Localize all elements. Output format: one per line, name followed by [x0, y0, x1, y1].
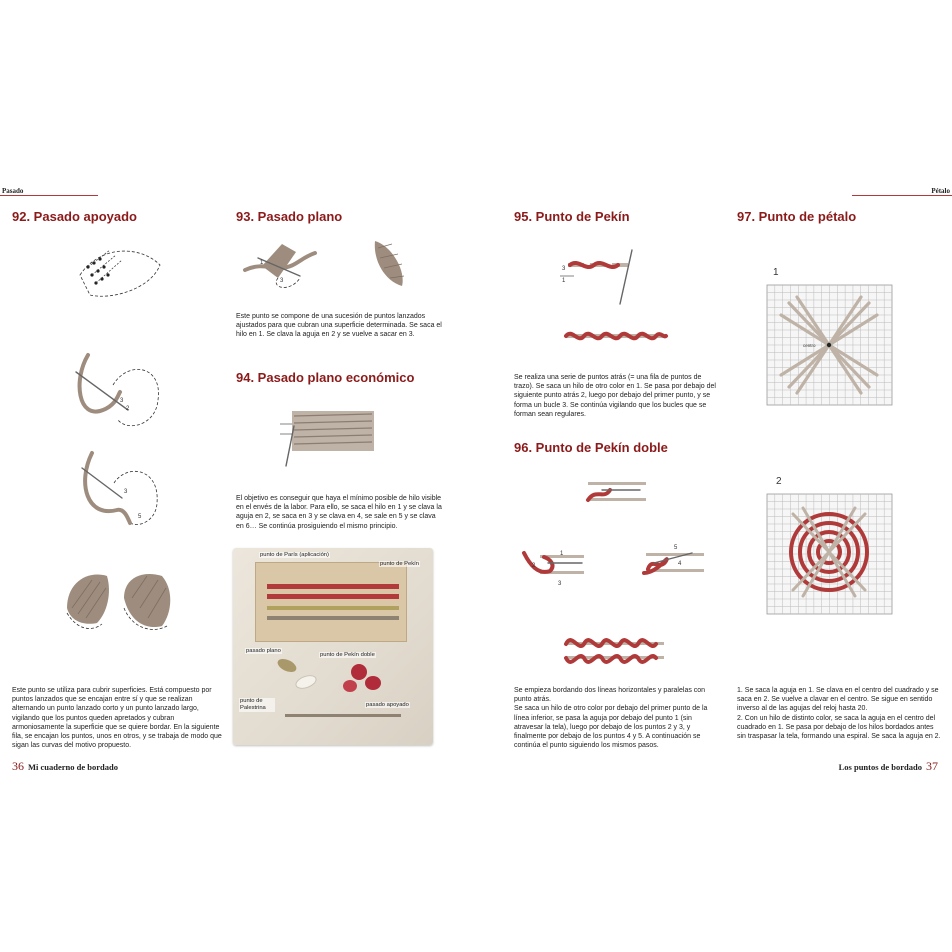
illustration-92-step2: [68, 350, 168, 440]
svg-text:2: 2: [532, 563, 536, 569]
running-head-rule-right: [852, 195, 952, 196]
svg-text:1: 1: [562, 278, 566, 284]
illustration-94: [272, 406, 382, 471]
photo-label-pasado-apoyado: pasado apoyado: [366, 702, 409, 708]
svg-text:3: 3: [120, 398, 124, 404]
chapter-title: Los puntos de bordado: [838, 762, 922, 772]
svg-text:1: 1: [260, 260, 264, 266]
illustration-96-finished: [560, 630, 670, 670]
illustration-92-finished: [62, 568, 182, 638]
leaf-shape: [276, 656, 299, 674]
heading-95: 95. Punto de Pekín: [514, 209, 630, 224]
illustration-95-finished: [562, 326, 672, 346]
heading-97: 97. Punto de pétalo: [737, 209, 857, 224]
footer-left: [12, 757, 118, 775]
paris-application-patch: [255, 562, 407, 642]
flower-petal: [351, 664, 367, 680]
svg-text:3: 3: [124, 489, 128, 495]
page-number-right: 37: [926, 759, 938, 773]
svg-text:1: 1: [560, 551, 564, 557]
illustration-93-finished: [370, 236, 410, 291]
photo-label-paris: punto de París (aplicación): [260, 552, 329, 558]
svg-text:2: 2: [126, 406, 130, 412]
heading-94: 94. Pasado plano económico: [236, 370, 415, 385]
photo-label-palestrina: punto de Palestrina: [239, 698, 275, 712]
diagram-step-1-label: 1: [773, 267, 779, 278]
svg-text:3: 3: [558, 581, 562, 587]
photo-label-pekin: punto de Pekín: [380, 561, 419, 567]
text-93: Este punto se compone de una sucesión de puntos lanzados ajustados para que cubran una superficie determinada. Se saca el hilo en 1. Se clava la aguja en 2 y se vuelve a sacar en 3.: [236, 313, 442, 339]
illustration-97-grid-1: [767, 285, 892, 405]
text-94: El objetivo es conseguir que haya el mínimo posible de hilo visible en el envés de la labor. Para ello, se saca el hilo en 1 y se clava la aguja en 2, se saca en 3 y se clava en 4, se sale en 5 y se clava en 6… Se continúa prosiguiendo el mismo principio.: [236, 495, 442, 530]
heading-92: 92. Pasado apoyado: [12, 209, 137, 224]
illustration-96-step1: [580, 476, 650, 516]
diagram-step-2-label: 2: [776, 476, 782, 487]
text-96: Se empieza bordando dos líneas horizontales y paralelas con punto atrás. Se saca un hilo de otro color por debajo del primer punto de la línea inferior, se pasa la aguja por debajo del punto 1 (sin atravesar la tela), luego por debajo de los puntos 2 y 3, y finalmente por debajo de los puntos 4 y 5. A continuación se continúa el punto siguiendo los mismos pasos.: [514, 687, 708, 750]
svg-text:4: 4: [678, 561, 682, 567]
illustration-93-step: [240, 238, 320, 288]
illustration-92-step3: [72, 448, 172, 538]
running-head-rule-left: [0, 195, 98, 196]
illustration-95-step: [560, 248, 650, 308]
book-title: Mi cuaderno de bordado: [28, 762, 118, 772]
svg-text:3: 3: [562, 266, 566, 272]
illustration-97-grid-2: [767, 494, 892, 614]
running-head-left: Pasado: [2, 187, 24, 195]
embroidery-sample-photo: [233, 548, 433, 745]
text-97: 1. Se saca la aguja en 1. Se clava en el centro del cuadrado y se saca en 2. Se vuelve a clavar en el centro. Se sigue en sentido inverso al de las agujas del reloj hasta 20. 2. Con un hilo de distinto color, se saca la aguja en el centro del cuadrado en 1. Se pasa por debajo de los hilos bordados antes sin traspasar la tela, formando una espiral. Se saca la aguja en 2.: [737, 687, 941, 741]
heading-96: 96. Punto de Pekín doble: [514, 440, 668, 455]
footer-right: [839, 757, 938, 775]
photo-label-pasado-plano: pasado plano: [246, 648, 281, 654]
running-head-right: Pétalo: [931, 187, 950, 195]
heading-93: 93. Pasado plano: [236, 209, 343, 224]
grid-center-label: centro: [803, 343, 816, 348]
text-92: Este punto se utiliza para cubrir superficies. Está compuesto por puntos lanzados que se encajan entre sí y que se realizan alternando un punto lanzado corto y un punto lanzado largo, vigilando que los puntos queden apretados y cubran armoniosamente la superficie que se quiere bordar. En la siguiente fila, se encajan los puntos, unos en otros, y se trabaja de modo que sigan las curvas del motivo propuesto.: [12, 687, 222, 750]
illustration-96-step2: [520, 545, 590, 595]
svg-text:3: 3: [280, 278, 284, 284]
svg-text:5: 5: [674, 545, 678, 551]
illustration-92-step1: [70, 245, 170, 305]
illustration-96-step3: [638, 543, 708, 593]
svg-text:5: 5: [138, 514, 142, 520]
text-95: Se realiza una serie de puntos atrás (= una fila de puntos de trazo). Se saca un hilo de otro color en 1. Se pasa por debajo del siguiente punto atrás 2, luego por debajo del primer punto, y se forma un bucle 3. Se continúa vigilando que los bucles que se forman sean regulares.: [514, 374, 716, 418]
page-number-left: 36: [12, 759, 24, 773]
photo-label-pekin-doble: punto de Pekín doble: [320, 652, 375, 658]
